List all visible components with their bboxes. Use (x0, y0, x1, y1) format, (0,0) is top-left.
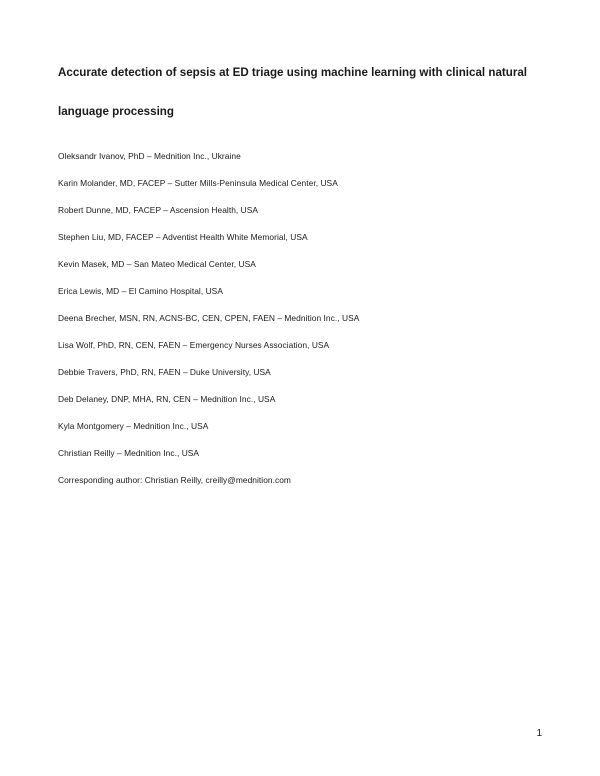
author-line: Lisa Wolf, PhD, RN, CEN, FAEN – Emergency Nurses Association, USA (58, 340, 330, 350)
author-list (58, 150, 578, 501)
corresponding-author: Corresponding author: Christian Reilly, creilly@mednition.com (58, 475, 291, 485)
title-line-2: language processing (58, 105, 174, 118)
page-number: 1 (536, 728, 542, 739)
title-line-1: Accurate detection of sepsis at ED triage using machine learning with clinical natural (58, 66, 528, 79)
author-line: Erica Lewis, MD – El Camino Hospital, USA (58, 286, 223, 296)
author-line: Stephen Liu, MD, FACEP – Adventist Health White Memorial, USA (58, 232, 308, 242)
author-line: Debbie Travers, PhD, RN, FAEN – Duke University, USA (58, 367, 271, 377)
author-line: Oleksandr Ivanov, PhD – Mednition Inc., Ukraine (58, 151, 241, 161)
author-line: Kevin Masek, MD – San Mateo Medical Center, USA (58, 259, 256, 269)
author-line: Deb Delaney, DNP, MHA, RN, CEN – Mednition Inc., USA (58, 394, 276, 404)
author-line: Christian Reilly – Mednition Inc., USA (58, 448, 200, 458)
paper-title (58, 64, 558, 120)
author-line: Karin Molander, MD, FACEP – Sutter Mills-Peninsula Medical Center, USA (58, 178, 338, 188)
author-line: Deena Brecher, MSN, RN, ACNS-BC, CEN, CPEN, FAEN – Mednition Inc., USA (58, 313, 360, 323)
author-line: Robert Dunne, MD, FACEP – Ascension Health, USA (58, 205, 259, 215)
author-line: Kyla Montgomery – Mednition Inc., USA (58, 421, 209, 431)
